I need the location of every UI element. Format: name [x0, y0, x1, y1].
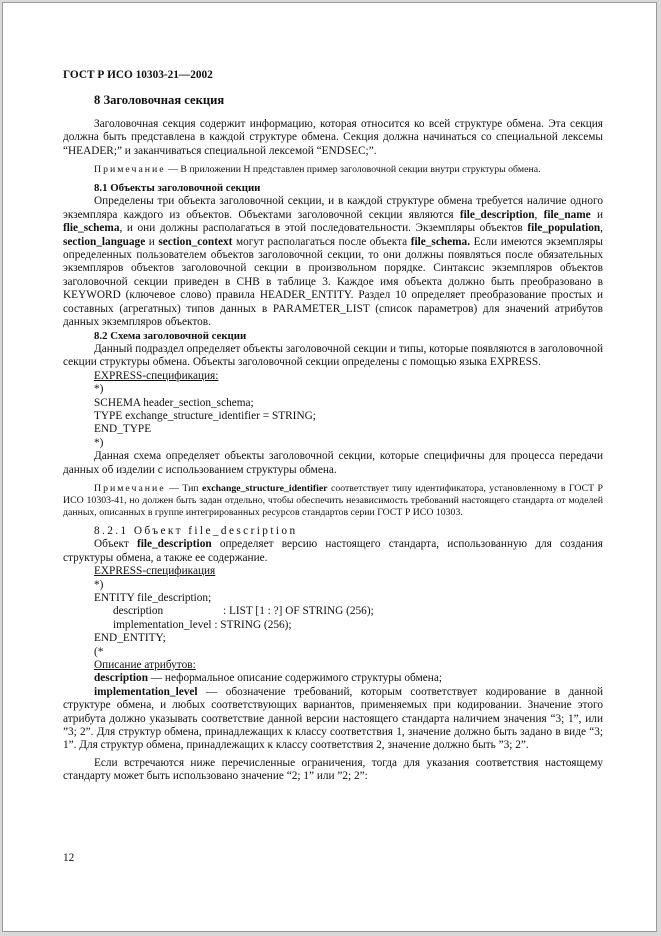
attribute-description-paragraph [63, 672, 603, 685]
keyword-section-language: section_language [63, 235, 146, 248]
attribute-name: implementation_level [113, 618, 212, 631]
note-label: Примечание [94, 164, 166, 176]
attribute-name: description [113, 605, 164, 618]
schema-description-paragraph: Данная схема определяет объекты заголовочной секции, которые специфичны для процесса передачи данных об изделии с использованием структуры обмена. [63, 450, 603, 476]
subsection-8-2-paragraph: Данный подраздел определяет объекты заголовочной секции и типы, которые появляются в заголовочной секции структуры обмена. Объекты заголовочной секции определены с помощью языка EXPRESS. [63, 342, 603, 369]
text-run: Определены три объекта заголовочной секции, и в каждой структуре обмена требуется наличие одного экземпляра каждого из объектов. Объектами заголовочной секции являются [63, 195, 603, 221]
express-spec-label: EXPRESS-спецификация [94, 565, 216, 578]
text-run: Объект [94, 538, 137, 551]
code-line: *) [94, 383, 104, 396]
note-text: — В приложении Н представлен пример заголовочной секции внутри структуры обмена. [165, 164, 541, 176]
document-identifier: ГОСТ Р ИСО 10303-21—2002 [63, 69, 213, 81]
text-run: — обозначение требований, которым соответствует кодирование в данной структуре обмена, и любых соответствующих вариантов, применяемых при кодировании. Значение этого атрибута должно указывать соответствие данной версии настоящего стандарта наличием значения “3; 1”, или ”3; 2”. Для структур обмена, принадлежащих к классу соответствия 1, значение должно быть задано в виде “3; 1”. Для структур обмена, принадлежащих к классу соответствия 2, значение должно быть ”3; 2”. [63, 685, 603, 752]
subsection-8-1-title: 8.1 Объекты заголовочной секции [94, 182, 261, 195]
express-spec-label: EXPRESS-спецификация: [94, 369, 219, 382]
text-run: , [534, 208, 544, 221]
code-line: *) [94, 436, 104, 449]
keyword-file-schema: file_schema. [410, 235, 471, 248]
code-line: END_TYPE [94, 423, 152, 436]
keyword-flie-schema: flie_schema [63, 222, 120, 235]
text-run: и [145, 235, 159, 248]
note-2 [63, 483, 603, 519]
section-8-title: 8 Заголовочная секция [94, 93, 225, 108]
subsection-8-2-title: 8.2 Схема заголовочной секции [94, 329, 247, 342]
code-attribute-line [113, 605, 603, 618]
subsection-8-1-paragraph [63, 195, 603, 329]
note-text: — Тип [165, 482, 202, 494]
text-run: определяет версию настоящего стандарта, использованную для создания структуры обмена, а также ее содержание. [63, 538, 603, 564]
attributes-description-label: Описание атрибутов: [94, 659, 196, 672]
section-intro-paragraph: Заголовочная секция содержит информацию, которая относится ко всей структуре обмена. Эта секция должна быть представлена в каждой структуре обмена. Секция должна начинаться со специальной лексемы “HEADER;” и заканчиваться специальной лексемой “ENDSEC;”. [63, 117, 603, 157]
document-page [2, 2, 657, 932]
keyword-file-name: file_name [543, 208, 591, 221]
keyword-file-description: file_description [459, 208, 535, 221]
keyword-exchange-structure-identifier: exchange_structure_identifier [202, 482, 328, 494]
note-1 [63, 164, 603, 176]
page-number: 12 [63, 852, 75, 864]
attribute-type: : STRING (256); [214, 618, 292, 631]
code-line: SCHEMA header_section_schema; [94, 396, 254, 409]
page-content [63, 69, 603, 784]
subsection-8-2-1-heading: 8.2.1 Объект file_description [94, 524, 298, 537]
code-line: END_ENTITY; [94, 632, 166, 645]
keyword-file-description: file_description [136, 538, 212, 551]
text-run: , и они должны располагаться в этой последовательности. Экземпляры объектов [119, 222, 528, 235]
keyword-description: description [94, 672, 148, 685]
text-run: и [590, 208, 604, 221]
code-attribute-line [113, 619, 603, 632]
file-description-paragraph [63, 538, 603, 565]
keyword-section-context: section_context [158, 235, 233, 248]
text-run: — неформальное описание содержимого структуры обмена; [147, 672, 442, 685]
attribute-implementation-level-paragraph [63, 686, 603, 753]
code-line: *) [94, 578, 104, 591]
text-run: Если имеются экземпляры определенных пользователем объектов заголовочной секции, то они должны появляться после обязательных экземпляров объектов заголовочной секции в произвольном порядке. Синтаксис экземпляров объектов заголовочной секции приведен в СНВ в таблице 3. Каждое имя объекта должно быть преобразовано в KEYWORD (ключевое слово) правила HEADER_ENTITY. Раздел 10 определяет преобразование простых и составных (агрегатных) типов данных в PARAMETER_LIST (список параметров) для значений атрибутов данных экземпляров объектов. [63, 235, 603, 329]
code-line: (* [94, 645, 104, 658]
code-line: TYPE exchange_structure_identifier = STRING; [94, 409, 316, 422]
note-text: соответствует типу идентификатора, установленному в ГОСТ Р ИСО 10303-41, но должен быть задан отдельно, чтобы обеспечить независимость требований настоящего стандарта от моделей данных, описанных в группе интегрированных ресурсов стандартов серии ГОСТ Р ИСО 10303. [63, 482, 603, 518]
note-label: Примечание [94, 482, 166, 494]
keyword-file-population: file_population [527, 222, 601, 235]
text-run: , [600, 222, 603, 235]
text-run: могут располагаться после объекта [232, 235, 411, 248]
attribute-type: : LIST [1 : ?] OF STRING (256); [223, 605, 374, 618]
code-line: ENTITY file_description; [94, 592, 212, 604]
keyword-implementation-level: implementation_level [94, 685, 198, 698]
restrictions-intro-paragraph: Если встречаются ниже перечисленные ограничения, тогда для указания соответствия настоящему стандарту может быть использовано значение “2; 1” или ”2; 2”: [63, 756, 603, 783]
